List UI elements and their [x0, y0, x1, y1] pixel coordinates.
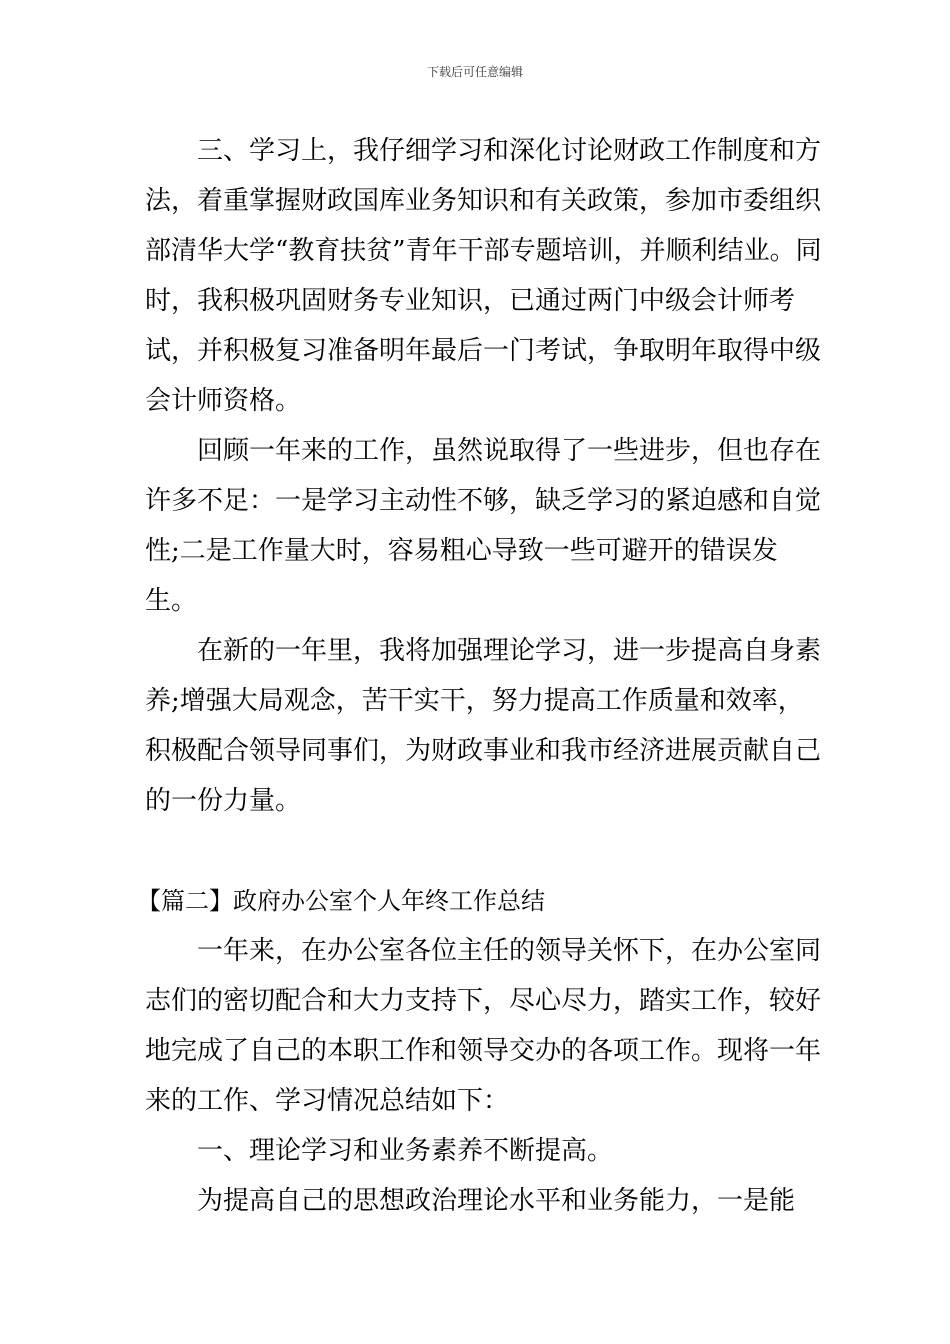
- page-header: 下载后可任意编辑: [426, 65, 523, 79]
- document-body: [137, 126, 825, 1226]
- paragraph-review: 回顾一年来的工作，虽然说取得了一些进步，但也存在许多不足：一是学习主动性不够，缺乏学习的紧迫感和自觉性;二是工作量大时，容易粗心导致一些可避开的错误发生。: [145, 436, 822, 616]
- paragraph-new-year: 在新的一年里，我将加强理论学习，进一步提高自身素养;增强大局观念，苦干实干，努力提高工作质量和效率，积极配合领导同事们，为财政事业和我市经济进展贡献自己的一份力量。: [145, 636, 822, 816]
- paragraph-improve: 为提高自己的思想政治理论水平和业务能力，一是能: [197, 1186, 796, 1216]
- paragraph-intro: 一年来，在办公室各位主任的领导关怀下，在办公室同志们的密切配合和大力支持下，尽心尽力，踏实工作，较好地完成了自己的本职工作和领导交办的各项工作。现将一年来的工作、学习情况总结如下：: [145, 936, 822, 1116]
- paragraph-study: 三、学习上，我仔细学习和深化讨论财政工作制度和方法，着重掌握财政国库业务知识和有关政策，参加市委组织部清华大学“教育扶贫”青年干部专题培训，并顺利结业。同时，我积极巩固财务专业知识，已通过两门中级会计师考试，并积极复习准备明年最后一门考试，争取明年取得中级会计师资格。: [145, 136, 822, 416]
- section-heading: 【篇二】政府办公室个人年终工作总结: [137, 887, 545, 915]
- paragraph-point-one: 一、理论学习和业务素养不断提高。: [197, 1136, 614, 1166]
